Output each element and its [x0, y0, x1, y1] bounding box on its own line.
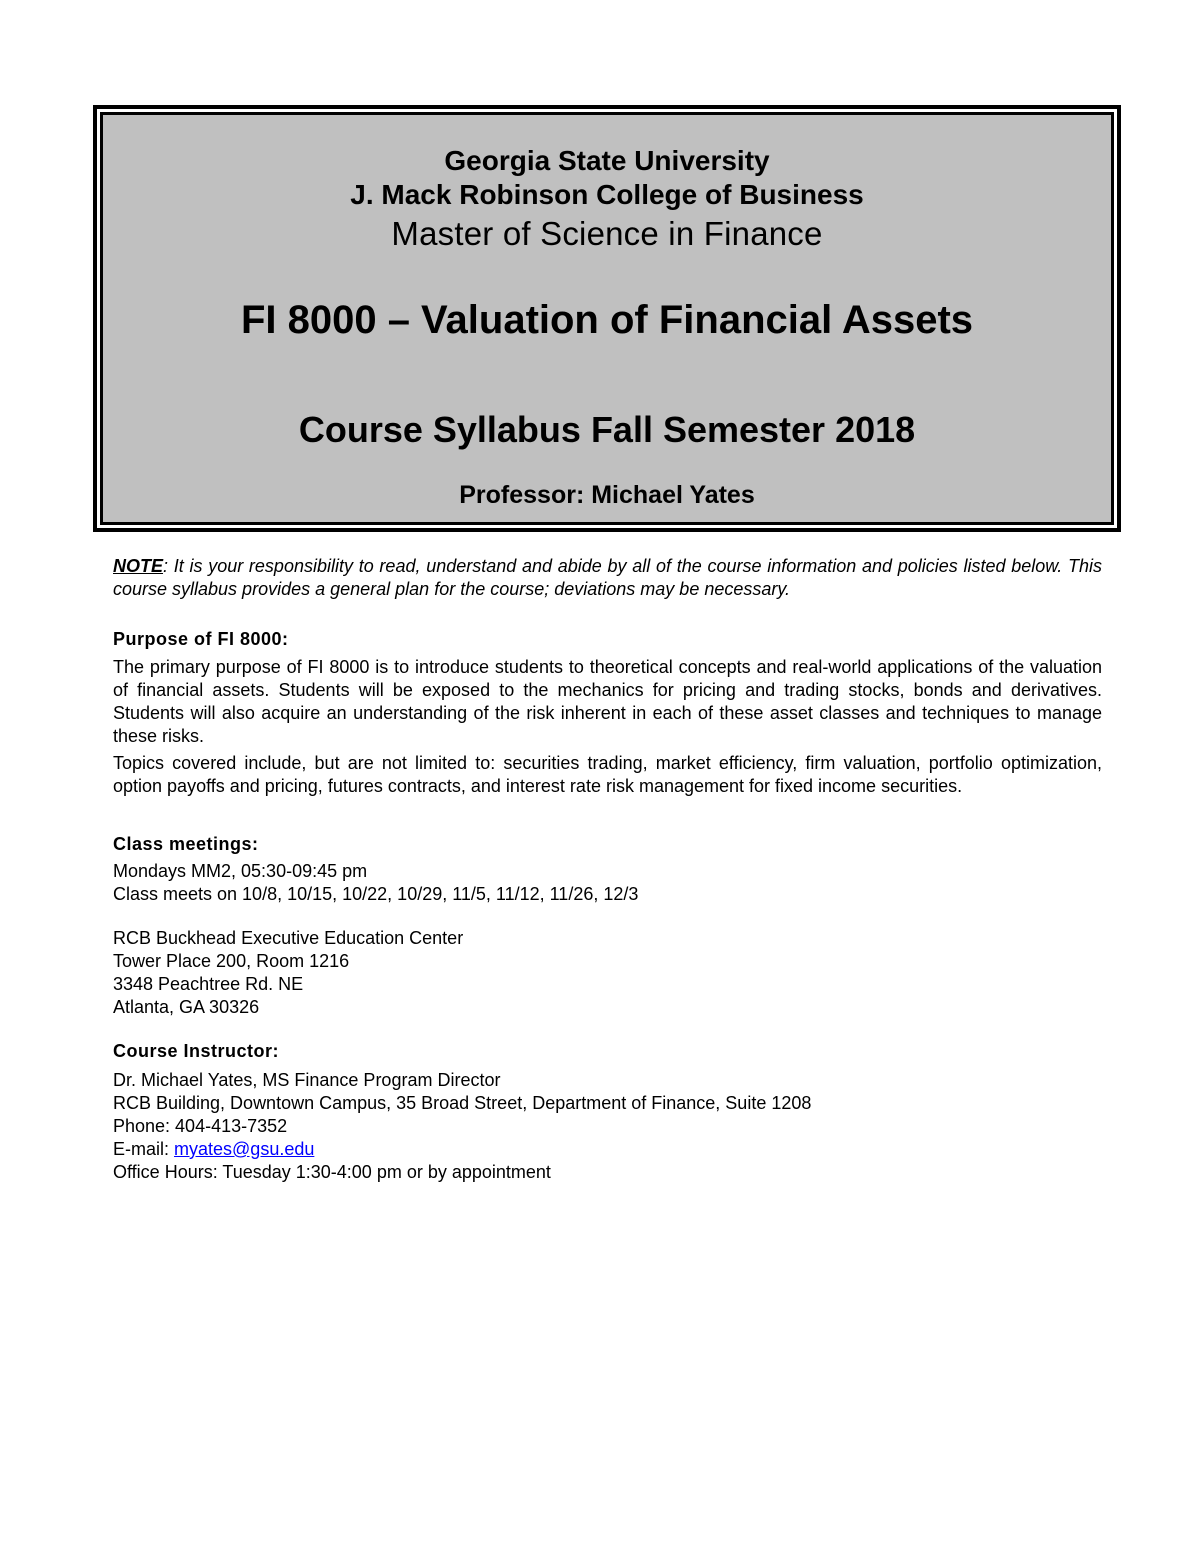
location-line-2: Tower Place 200, Room 1216 [113, 951, 350, 971]
syllabus-title: Course Syllabus Fall Semester 2018 [298, 409, 916, 450]
note-text: : It is your responsibility to read, understand and abide by all of the course information and policies listed below. This course syllabus provides a general plan for the course; deviations may be necessary. [113, 556, 1102, 599]
location-line-4: Atlanta, GA 30326 [113, 997, 260, 1017]
email-link[interactable]: myates@gsu.edu [174, 1139, 315, 1159]
professor-name: Professor: Michael Yates [459, 481, 755, 509]
college-name: J. Mack Robinson College of Business [350, 179, 864, 210]
course-title: FI 8000 – Valuation of Financial Assets [240, 298, 974, 342]
instructor-phone: Phone: 404-413-7352 [113, 1116, 288, 1136]
title-box [93, 105, 1121, 532]
office-hours: Office Hours: Tuesday 1:30-4:00 pm or by appointment [113, 1162, 551, 1182]
note-label: NOTE [113, 556, 164, 576]
title-box-inner [100, 112, 1114, 525]
note-paragraph [113, 555, 1102, 601]
instructor-name: Dr. Michael Yates, MS Finance Program Director [113, 1070, 501, 1090]
location-line-1: RCB Buckhead Executive Education Center [113, 928, 464, 948]
instructor-heading: Course Instructor: [113, 1041, 280, 1061]
location-line-3: 3348 Peachtree Rd. NE [113, 974, 304, 994]
class-meetings-heading: Class meetings: [113, 834, 259, 854]
instructor-office: RCB Building, Downtown Campus, 35 Broad Street, Department of Finance, Suite 1208 [113, 1093, 812, 1113]
program-name: Master of Science in Finance [391, 215, 823, 252]
class-dates: Class meets on 10/8, 10/15, 10/22, 10/29, 11/5, 11/12, 11/26, 12/3 [113, 884, 639, 904]
instructor-email-line [113, 1138, 1102, 1161]
email-label: E-mail: [113, 1139, 175, 1159]
syllabus-body [113, 555, 1102, 1184]
class-schedule: Mondays MM2, 05:30-09:45 pm [113, 861, 368, 881]
purpose-heading: Purpose of FI 8000: [113, 629, 289, 649]
university-name: Georgia State University [444, 145, 770, 176]
purpose-paragraph-2: Topics covered include, but are not limited to: securities trading, market efficiency, firm valuation, portfolio optimization, option payoffs and pricing, futures contracts, and interest rate risk management for fixed income securities. [113, 753, 1102, 796]
purpose-paragraph-1: The primary purpose of FI 8000 is to introduce students to theoretical concepts and real-world applications of the valuation of financial assets. Students will be exposed to the mechanics for pricing and trading stocks, bonds and derivatives. Students will also acquire an understanding of the risk inherent in each of these asset classes and techniques to manage these risks. [113, 657, 1102, 746]
